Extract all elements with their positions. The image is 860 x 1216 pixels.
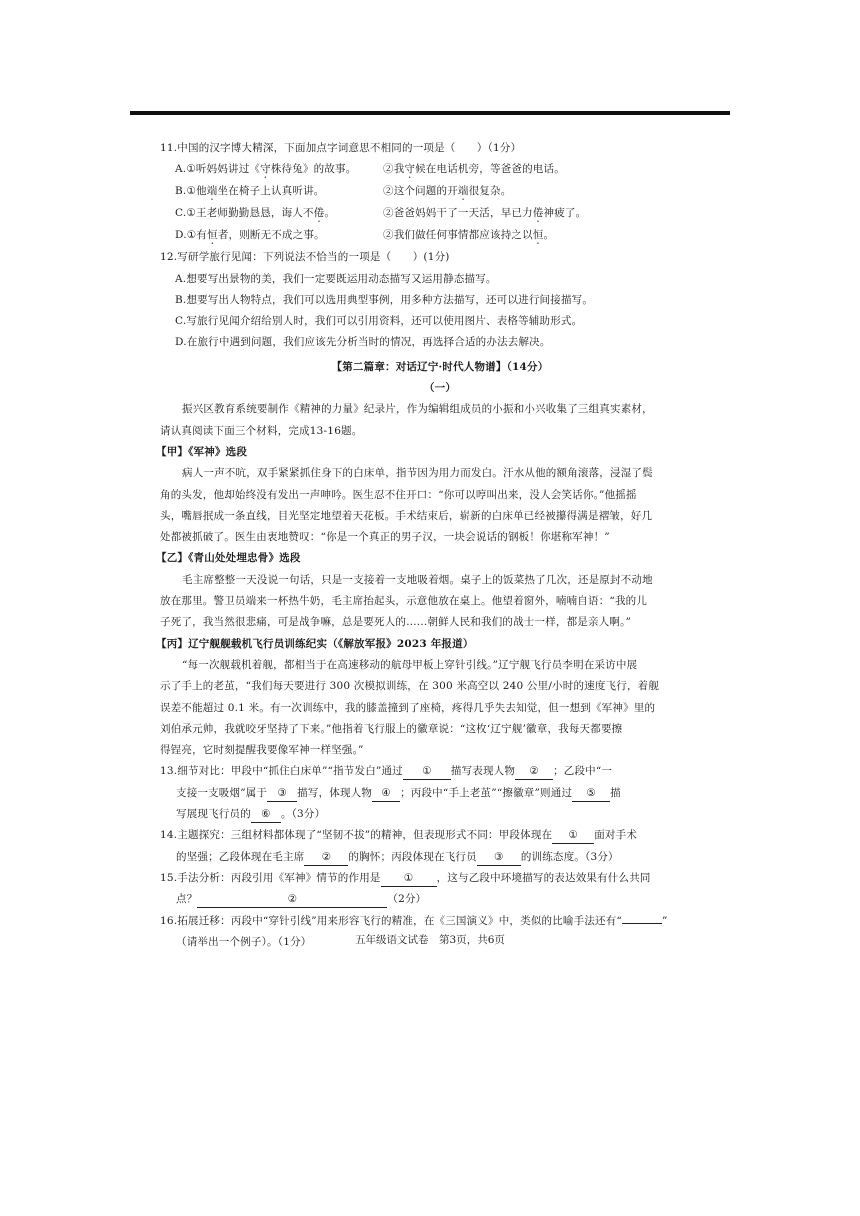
- passage-bing-line: 得锃亮，它时刻提醒我要像军神一样坚强。”: [160, 744, 364, 757]
- question-11-option-b: B.①他端坐在椅子上认真听讲。 ②这个问题的开端很复杂。: [175, 185, 512, 198]
- question-11-option-c: C.①王老师勤勤恳恳，诲人不倦。 ②爸爸妈妈干了一天活，早已力倦神疲了。: [175, 207, 587, 220]
- answer-blank-1[interactable]: ①: [381, 871, 437, 887]
- question-14-line-2: 的坚强；乙段体现在毛主席 ② 的胸怀；丙段体现在飞行员 ③ 的训练态度。（3分）: [160, 847, 720, 868]
- passage-bing-line: “每一次舰载机着舰，都相当于在高速移动的航母甲板上穿针引线。”辽宁舰飞行员李明在采访中展: [182, 658, 638, 671]
- question-16-line-2: （请举出一个例子）。（1分）: [176, 935, 312, 948]
- passage-jia-line: 病人一声不吭，双手紧紧抓住身下的白床单，指节因为用力而发白。汗水从他的额角滚落，浸湿了鬓: [182, 467, 653, 480]
- page-footer: 五年级语文试卷 第3页，共6页: [355, 934, 505, 946]
- passage-yi-source: 【乙】《青山处处埋忠骨》选段: [156, 552, 301, 565]
- passage-jia-line: 角的头发，他却始终没有发出一声呻吟。医生忍不住开口：“你可以哼叫出来，没人会笑话你。”他摇摇: [160, 488, 637, 501]
- question-11-stem: 11.中国的汉字博大精深，下面加点字词意思不相同的一项是（ ）（1分）: [160, 142, 522, 154]
- part-title: （一）: [423, 382, 457, 395]
- passage-yi-line: 子死了，我当然很悲痛，可是战争嘛，总是要死人的……朝鲜人民和我们的战士一样，都是亲人啊。”: [160, 616, 632, 629]
- passage-yi-line: 放在那里。警卫员端来一杯热牛奶，毛主席抬起头，示意他放在桌上。他望着窗外，喃喃自语：“我的儿: [160, 595, 648, 608]
- intro-line-1: 振兴区教育系统要制作《精神的力量》纪录片，作为编辑组成员的小振和小兴收集了三组真实素材，: [182, 403, 653, 416]
- passage-yi-line: 毛主席整整一天没说一句话，只是一支接着一支地吸着烟。桌子上的饭菜热了几次，还是原封不动地: [182, 573, 653, 586]
- section-title: 【第二篇章：对话辽宁·时代人物谱】（14分）: [331, 360, 549, 373]
- question-12-option-c: C.写旅行见闻介绍给别人时，我们可以引用资料，还可以使用图片、表格等辅助形式。: [175, 315, 583, 328]
- answer-blank-3[interactable]: ③: [267, 786, 297, 802]
- question-13-line-1: 13.细节对比：甲段中“抓住白床单”“指节发白”通过 ① 描写表现人物 ② ；乙段中“一: [160, 761, 720, 782]
- answer-blank-4[interactable]: ④: [372, 786, 400, 802]
- question-15-line-2: 点？ ② （2分）: [160, 889, 720, 910]
- answer-blank-2[interactable]: ②: [304, 850, 348, 866]
- question-13-line-2: 支接一支吸烟”属于 ③ 描写，体现人物 ④ ；丙段中“手上老茧”“擦徽章”则通过 ⑤ 描: [160, 783, 720, 804]
- question-14-line-1: 14.主题探究：三组材料都体现了“坚韧不拔”的精神，但表现形式不同：甲段体现在 ① 面对手术: [160, 825, 720, 846]
- answer-blank-2[interactable]: ②: [197, 892, 387, 908]
- passage-jia-line: 头，嘴唇抿成一条直线，目光坚定地望着天花板。手术结束后，崭新的白床单已经被攥得满是褶皱，好几: [160, 509, 653, 522]
- question-12-stem: 12.写研学旅行见闻：下列说法不恰当的一项是（ ）(1分): [160, 251, 450, 264]
- question-12-option-a: A.想要写出景物的美，我们一定要既运用动态描写又运用静态描写。: [175, 272, 497, 285]
- top-rule: [130, 111, 730, 115]
- exam-page-body: [156, 138, 720, 953]
- question-11-option-d: D.①有恒者，则断无不成之事。 ②我们做任何事情都应该持之以恒。: [175, 229, 555, 242]
- question-13-line-3: 写展现飞行员的 ⑥ 。（3分）: [160, 804, 720, 825]
- passage-jia-line: 处都被抓破了。医生由衷地赞叹：“你是一个真正的男子汉，一块会说话的钢板！你堪称军神！”: [160, 531, 610, 544]
- question-15-line-1: 15.手法分析：丙段引用《军神》情节的作用是 ① ，这与乙段中环境描写的表达效果有什么共同: [160, 868, 720, 889]
- passage-jia-source: 【甲】《军神》选段: [156, 445, 248, 458]
- answer-blank-2[interactable]: ②: [515, 764, 553, 780]
- answer-blank-6[interactable]: ⑥: [251, 807, 281, 823]
- answer-blank-1[interactable]: ①: [552, 828, 594, 844]
- question-16-line-1: 16.拓展迁移：丙段中“穿针引线”用来形容飞行的精准，在《三国演义》中，类似的比喻手法还有“ ”: [160, 914, 668, 927]
- question-12-option-d: D.在旅行中遇到问题，我们应该先分析当时的情况，再选择合适的办法去解决。: [175, 336, 551, 349]
- question-11-option-a: A.①听妈妈讲过《守株待兔》的故事。 ②我守候在电话机旁，等爸爸的电话。: [175, 163, 565, 176]
- passage-bing-line: 误差不能超过 0.1 米。有一次训练中，我的膝盖撞到了座椅，疼得几乎失去知觉，但一想到《军神》里的: [160, 701, 656, 714]
- question-12-option-b: B.想要写出人物特点，我们可以选用典型事例，用多种方法描写，还可以进行间接描写。: [175, 293, 594, 306]
- answer-blank-1[interactable]: [622, 923, 662, 924]
- passage-bing-line: 刘伯承元帅，我就咬牙坚持了下来。”他指着飞行服上的徽章说：“这枚‘辽宁舰’徽章，我每天都要擦: [160, 722, 623, 735]
- answer-blank-1[interactable]: ①: [403, 764, 451, 780]
- passage-bing-source: 【丙】辽宁舰舰载机飞行员训练纪实（《解放军报》2023 年报道）: [156, 637, 474, 650]
- answer-blank-5[interactable]: ⑤: [572, 786, 610, 802]
- answer-blank-3[interactable]: ③: [477, 850, 521, 866]
- passage-bing-line: 示了手上的老茧，“我们每天要进行 300 次模拟训练，在 300 米高空以 240 公里/小时的速度飞行，着舰: [160, 680, 660, 693]
- intro-line-2: 请认真阅读下面三个材料，完成13-16题。: [160, 424, 363, 437]
